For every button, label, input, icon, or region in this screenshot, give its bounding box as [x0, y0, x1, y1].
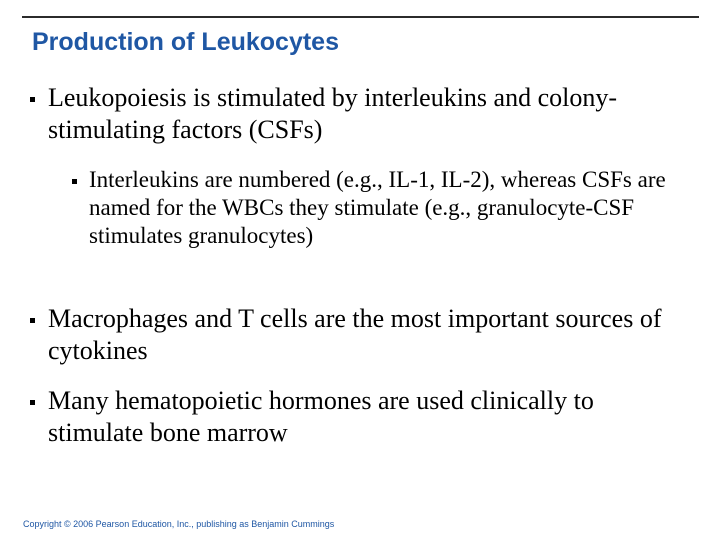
square-bullet-icon	[30, 400, 35, 405]
sub-bullet-item	[89, 166, 689, 250]
square-bullet-icon	[72, 179, 77, 184]
top-divider	[22, 16, 699, 18]
bullet-text: Leukopoiesis is stimulated by interleukins and colony-stimulating factors (CSFs)	[48, 83, 618, 144]
slide-title: Production of Leukocytes	[32, 28, 339, 56]
square-bullet-icon	[30, 97, 35, 102]
sub-bullet-text: Interleukins are numbered (e.g., IL-1, IL-2), whereas CSFs are named for the WBCs they stimulate (e.g., granulocyte-CSF stimulates granulocytes)	[89, 167, 666, 248]
bullet-item	[48, 82, 688, 146]
copyright-footer: Copyright © 2006 Pearson Education, Inc., publishing as Benjamin Cummings	[23, 519, 335, 529]
bullet-item	[48, 303, 688, 367]
bullet-item	[48, 385, 688, 449]
bullet-text: Many hematopoietic hormones are used clinically to stimulate bone marrow	[48, 386, 594, 447]
bullet-text: Macrophages and T cells are the most important sources of cytokines	[48, 304, 662, 365]
square-bullet-icon	[30, 318, 35, 323]
